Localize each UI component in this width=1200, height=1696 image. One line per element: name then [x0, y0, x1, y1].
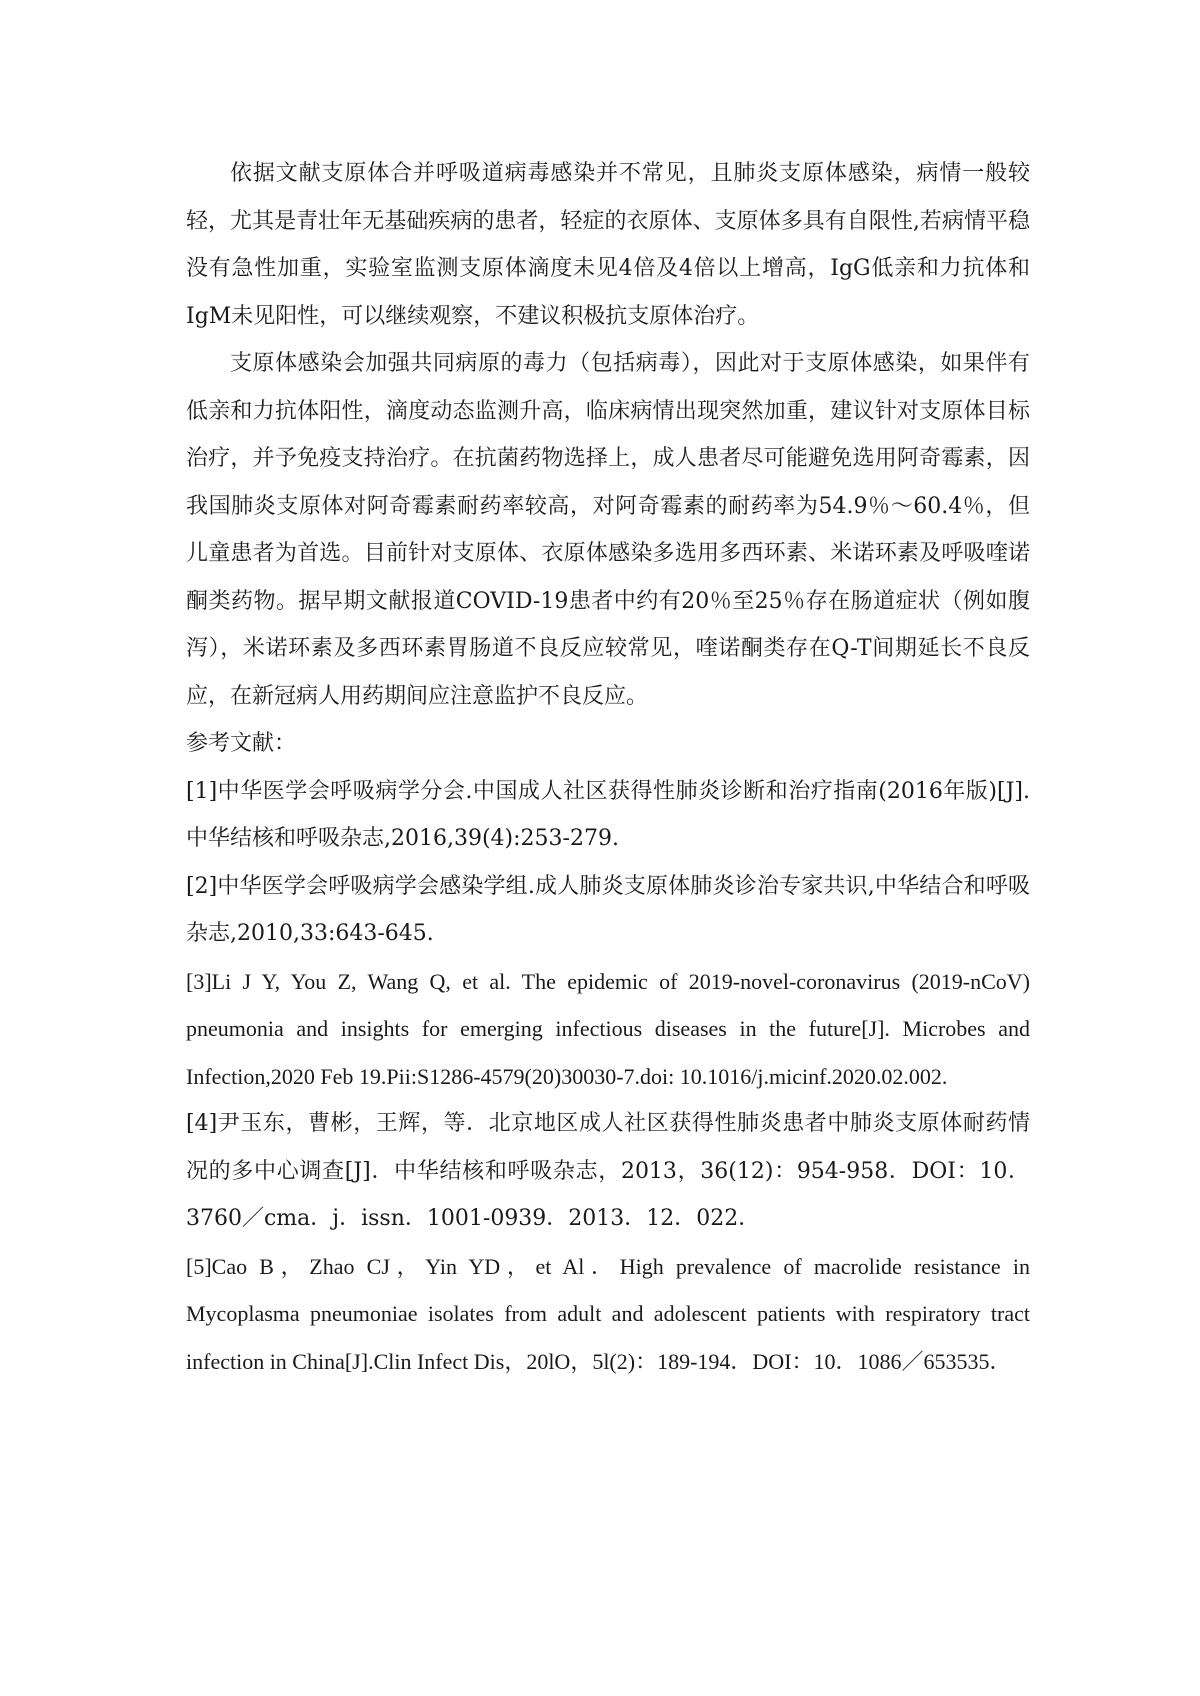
body-paragraph-2: 支原体感染会加强共同病原的毒力（包括病毒），因此对于支原体感染，如果伴有低亲和力抗体阳性，滴度动态监测升高，临床病情出现突然加重，建议针对支原体目标治疗，并予免疫支持治疗。在抗菌药物选择上，成人患者尽可能避免选用阿奇霉素，因我国肺炎支原体对阿奇霉素耐药率较高，对阿奇霉素的耐药率为54.9％～60.4％，但儿童患者为首选。目前针对支原体、衣原体感染多选用多西环素、米诺环素及呼吸喹诺酮类药物。据早期文献报道COVID-19患者中约有20％至25％存在肠道症状（例如腹泻），米诺环素及多西环素胃肠道不良反应较常见，喹诺酮类存在Q-T间期延长不良反应，在新冠病人用药期间应注意监护不良反应。: [186, 351, 1030, 709]
document-page: [186, 150, 1030, 1385]
reference-4: [4]尹玉东，曹彬，王辉，等．北京地区成人社区获得性肺炎患者中肺炎支原体耐药情况的多中心调查[J]．中华结核和呼吸杂志，2013，36(12)：954-958．DOI：10．3760／cma．j．issn．1001-0939．2013．12．022．: [186, 1111, 1030, 1231]
reference-2: [2]中华医学会呼吸病学会感染学组.成人肺炎支原体肺炎诊治专家共识,中华结合和呼吸杂志,2010,33:643-645.: [186, 873, 1030, 946]
reference-5: [5]Cao B，Zhao CJ，Yin YD，et Al．High prevalence of macrolide resistance in Mycoplasma pneumoniae isolates from adult and adolescent patients with respiratory tract infection in China[J].Clin Infect Dis，20lO，5l(2)：189-194．DOI：10．1086／653535．: [186, 1253, 1030, 1374]
references-heading: 参考文献：: [186, 731, 297, 756]
reference-1: [1]中华医学会呼吸病学分会.中国成人社区获得性肺炎诊断和治疗指南(2016年版)[J].中华结核和呼吸杂志,2016,39(4):253-279.: [186, 778, 1030, 851]
body-paragraph-1: 依据文献支原体合并呼吸道病毒感染并不常见，且肺炎支原体感染，病情一般较轻，尤其是青壮年无基础疾病的患者，轻症的衣原体、支原体多具有自限性,若病情平稳没有急性加重，实验室监测支原体滴度未见4倍及4倍以上增高，IgG低亲和力抗体和IgM未见阳性，可以继续观察，不建议积极抗支原体治疗。: [186, 161, 1030, 329]
reference-3: [3]Li J Y, You Z, Wang Q, et al. The epidemic of 2019-novel-coronavirus (2019-nCoV) pneumonia and insights for emerging infectious diseases in the future[J]. Microbes and Infection,2020 Feb 19.Pii:S1286-4579(20)30030-7.doi: 10.1016/j.micinf.2020.02.002.: [186, 968, 1030, 1089]
